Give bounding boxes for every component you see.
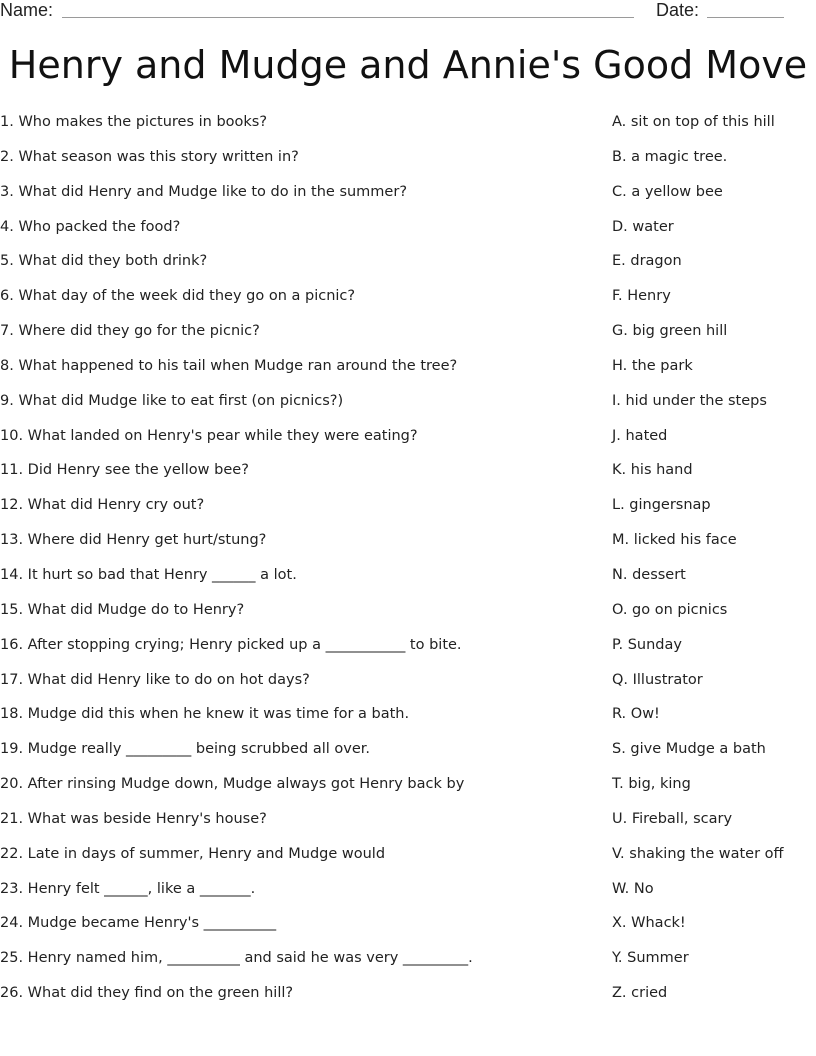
- question-item: 8. What happened to his tail when Mudge ran around the tree?: [0, 357, 458, 374]
- answer-item: U. Fireball, scary: [612, 810, 733, 827]
- answer-item: Y. Summer: [612, 950, 689, 967]
- question-item: 6. What day of the week did they go on a picnic?: [0, 288, 356, 305]
- answer-item: C. a yellow bee: [612, 183, 723, 200]
- answer-item: L. gingersnap: [612, 497, 711, 514]
- question-item: 22. Late in days of summer, Henry and Mudge would: [0, 845, 386, 862]
- name-blank-line: [62, 17, 634, 18]
- answer-item: O. go on picnics: [612, 601, 728, 618]
- question-item: 10. What landed on Henry's pear while they were eating?: [0, 427, 418, 444]
- answer-item: S. give Mudge a bath: [612, 741, 766, 758]
- name-label: Name:: [0, 0, 54, 20]
- answer-item: E. dragon: [612, 253, 682, 270]
- answer-item: V. shaking the water off: [612, 845, 784, 862]
- question-item: 12. What did Henry cry out?: [0, 497, 205, 514]
- questions-list: [0, 112, 600, 1018]
- question-item: 4. Who packed the food?: [0, 218, 181, 235]
- worksheet-title: Henry and Mudge and Annie's Good Move: [8, 43, 808, 87]
- question-item: 1. Who makes the pictures in books?: [0, 114, 268, 130]
- answer-item: X. Whack!: [612, 915, 686, 932]
- answer-item: K. his hand: [612, 462, 693, 479]
- answer-item: T. big, king: [612, 776, 691, 793]
- question-item: 21. What was beside Henry's house?: [0, 810, 267, 827]
- answer-item: J. hated: [612, 427, 668, 444]
- question-item: 23. Henry felt ______, like a _______.: [0, 880, 256, 897]
- question-item: 5. What did they both drink?: [0, 253, 208, 270]
- question-item: 24. Mudge became Henry's __________: [0, 915, 277, 932]
- answer-item: W. No: [612, 880, 654, 897]
- question-item: 20. After rinsing Mudge down, Mudge always got Henry back by: [0, 776, 465, 793]
- date-blank-line: [707, 17, 784, 18]
- date-label: Date:: [656, 0, 700, 20]
- answer-item: I. hid under the steps: [612, 392, 767, 409]
- question-item: 9. What did Mudge like to eat first (on picnics?): [0, 392, 344, 409]
- question-item: 25. Henry named him, __________ and said he was very _________.: [0, 950, 473, 967]
- question-item: 18. Mudge did this when he knew it was time for a bath.: [0, 706, 410, 723]
- question-item: 17. What did Henry like to do on hot days?: [0, 671, 310, 688]
- answer-item: G. big green hill: [612, 323, 728, 340]
- question-item: 26. What did they find on the green hill?: [0, 985, 294, 1002]
- question-item: 3. What did Henry and Mudge like to do in the summer?: [0, 183, 408, 200]
- answer-item: B. a magic tree.: [612, 148, 728, 165]
- question-item: 13. Where did Henry get hurt/stung?: [0, 532, 267, 549]
- answer-item: N. dessert: [612, 566, 686, 583]
- worksheet-header: [0, 0, 816, 24]
- answer-item: R. Ow!: [612, 706, 660, 723]
- answer-item: D. water: [612, 218, 674, 235]
- answer-item: P. Sunday: [612, 636, 682, 653]
- question-item: 19. Mudge really _________ being scrubbed all over.: [0, 741, 371, 758]
- question-item: 11. Did Henry see the yellow bee?: [0, 462, 249, 479]
- question-item: 16. After stopping crying; Henry picked up a ___________ to bite.: [0, 636, 462, 653]
- answers-list: [612, 112, 812, 1018]
- answer-item: H. the park: [612, 357, 693, 374]
- answer-item: M. licked his face: [612, 532, 737, 549]
- answer-item: F. Henry: [612, 288, 671, 305]
- question-item: 14. It hurt so bad that Henry ______ a lot.: [0, 566, 297, 583]
- answer-item: Q. Illustrator: [612, 671, 703, 688]
- answer-item: A. sit on top of this hill: [612, 114, 775, 130]
- question-item: 7. Where did they go for the picnic?: [0, 323, 260, 340]
- question-item: 15. What did Mudge do to Henry?: [0, 601, 245, 618]
- question-item: 2. What season was this story written in?: [0, 148, 299, 165]
- answer-item: Z. cried: [612, 985, 668, 1002]
